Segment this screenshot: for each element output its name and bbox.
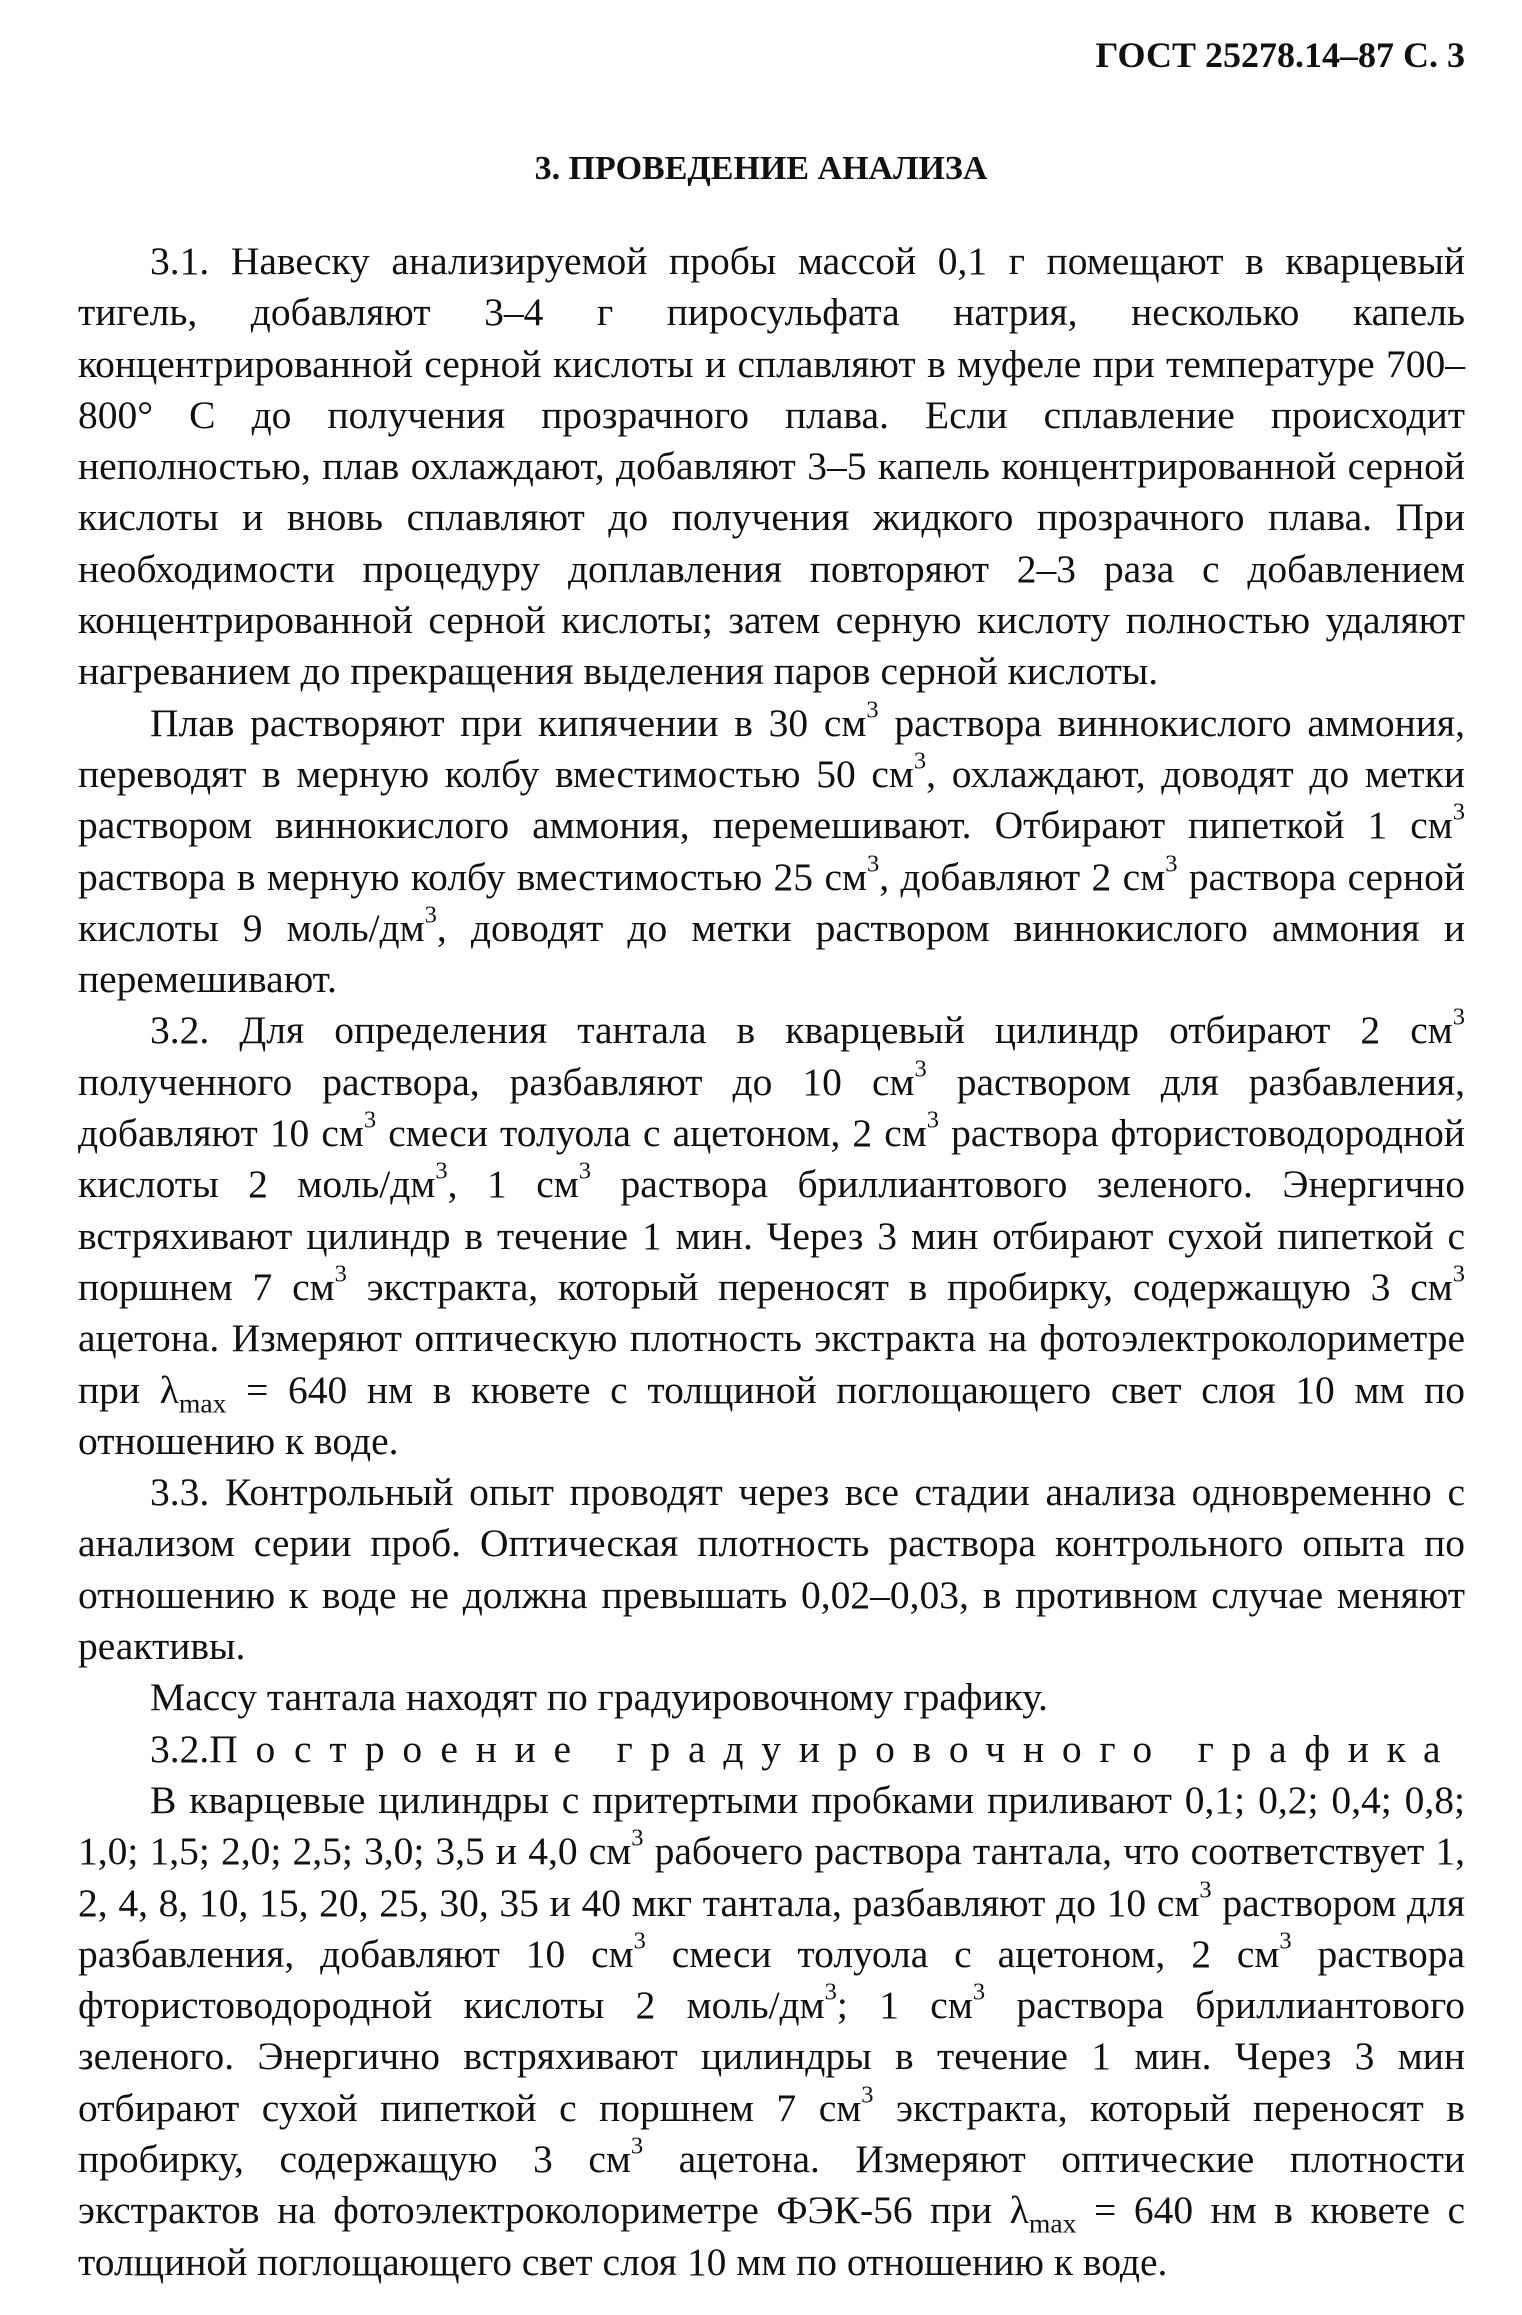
subsection-heading bbox=[78, 1724, 1465, 1775]
paragraph-3-2: 3.2. Для определения тантала в кварцевый цилиндр отбирают 2 $см^3$ полученного раствора, разбавляют до 10 $см^3$ раствором для разбавления, добавляют 10 $см^3$ смеси толуола с ацетоном, 2 $см^3$ раствора фтористоводородной кислоты 2 моль/$дм^3$, 1 $см^3$ раствора бриллиантового зеленого. Энергично встряхивают цилиндр в течение 1 мин. Через 3 мин отбирают сухой пипеткой с поршнем 7 $см^3$ экстракта, который переносят в пробирку, содержащую 3 $см^3$ ацетона. Измеряют оптическую плотность экстракта на фотоэлектроколориметре при $\lambda_{max} = 640$ нм в кювете с толщиной поглощающего свет слоя 10 мм по отношению к воде. bbox=[78, 1004, 1466, 1463]
paragraph-3-1: 3.1. Навеску анализируемой пробы массой 0,1 г помещают в кварцевый тигель, добавляют 3–4 г пиросульфата натрия, несколько капель концентрированной серной кислоты и сплавляют в муфеле при температуре 700–800° С до получения прозрачного плава. Если сплавление происходит неполностью, плав охлаждают, добавляют 3–5 капель концентрированной серной кислоты и вновь сплавляют до получения жидкого прозрачного плава. При необходимости процедуру доплавления повторяют 2–3 раза с добавлением концентрированной серной кислоты; затем серную кислоту полностью удаляют нагреванием до прекращения выделения паров серной кислоты. bbox=[78, 239, 1465, 694]
paragraph-dissolution: Плав растворяют при кипячении в 30 $см^3$ раствора виннокислого аммония, переводят в мерную колбу вместимостью 50 $см^3$, охлаждают, доводят до метки раствором виннокислого аммония, перемешивают. Отбирают пипеткой 1 $см^3$ раствора в мерную колбу вместимостью 25 $см^3$, добавляют 2 $см^3$ раствора серной кислоты 9 моль/$дм^3$, доводят до метки раствором виннокислого аммония и перемешивают. bbox=[78, 696, 1466, 1002]
section-title: 3. ПРОВЕДЕНИЕ АНАЛИЗА bbox=[534, 150, 988, 187]
subsection-number: 3.2. bbox=[150, 1726, 210, 1771]
paragraph-3-3: 3.3. Контрольный опыт проводят через все стадии анализа одновременно с анализом серии проб. Оптическая плотность раствора контрольного опыта по отношению к воде не должна превышать 0,02–0,03, в противном случае меняют реактивы. bbox=[78, 1470, 1465, 1669]
paragraph-mass-note: Массу тантала находят по градуировочному графику. bbox=[150, 1675, 1048, 1720]
paragraph-calibration: В кварцевые цилиндры с притертыми пробками приливают 0,1; 0,2; 0,4; 0,8; 1,0; 1,5; 2,0; 2,5; 3,0; 3,5 и 4,0 $см^3$ рабочего раствора тантала, что соответствует 1, 2, 4, 8, 10, 15, 20, 25, 30, 35 и 40 мкг тантала, разбавляют до 10 $см^3$ раствором для разбавления, добавляют 10 $см^3$ смеси толуола с ацетоном, 2 $см^3$ раствора фтористоводородной кислоты 2 моль/$дм^3$; 1 $см^3$ раствора бриллиантового зеленого. Энергично встряхивают цилиндры в течение 1 мин. Через 3 мин отбирают сухой пипеткой с поршнем 7 $см^3$ экстракта, который переносят в пробирку, содержащую 3 $см^3$ ацетона. Измеряют оптические плотности экстрактов на фотоэлектроколориметре ФЭК-56 при $\lambda_{max} = 640$ нм в кювете с толщиной поглощающего свет слоя 10 мм по отношению к воде. bbox=[78, 1777, 1465, 2284]
subsection-title: Построение градуировочного графика bbox=[209, 1726, 1459, 1771]
page-header-doc-ref: ГОСТ 25278.14–87 С. 3 bbox=[1095, 35, 1465, 75]
document-body bbox=[78, 236, 1466, 2284]
